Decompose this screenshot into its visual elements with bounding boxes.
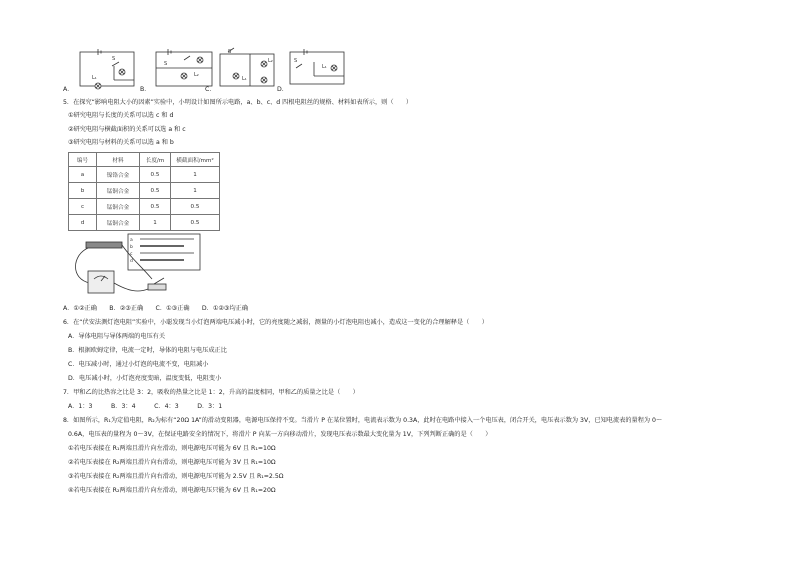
table-row bbox=[69, 199, 220, 215]
q4-circuit-c bbox=[214, 46, 282, 92]
wire-label-b: b bbox=[130, 245, 133, 250]
table-cell: 1 bbox=[171, 167, 220, 183]
wire-label-c: c bbox=[130, 252, 133, 257]
table-cell: c bbox=[69, 199, 97, 215]
q6-option-d: D．电压减小时，小灯泡亮度变暗，温度变低，电阻变小 bbox=[68, 375, 222, 382]
q6-stem: 6．在“伏安法测灯泡电阻”实验中，小聪发现当小灯泡两端电压减小时，它的亮度随之减弱，测量的小灯泡电阻也减小，造成这一变化的合理解释是（ ） bbox=[63, 319, 488, 326]
table-cell: 0.5 bbox=[171, 199, 220, 215]
table-header-cell: 编号 bbox=[69, 153, 97, 167]
q8-option-3: ③若电压表接在 R₂两端且滑片向右滑动，则电源电压可能为 2.5V 且 R₁=2.5Ω bbox=[68, 473, 284, 480]
table-cell: 0.5 bbox=[140, 199, 171, 215]
q8-stem-line-2: 0.6A，电压表的量程为 0～3V，在保证电路安全的情况下，将滑片 P 向某一方向移动滑片，发现电压表示数最大变化量为 1V，下列判断正确的是（ ） bbox=[68, 431, 492, 438]
q7-choices: A．1：3 B．3：4 C．4：3 D．3：1 bbox=[68, 403, 223, 410]
table-header-cell: 材料 bbox=[97, 153, 140, 167]
table-cell: 镍铬合金 bbox=[97, 167, 140, 183]
svg-text:S: S bbox=[164, 61, 168, 67]
q6-option-a: A．导体电阻与导体两端的电压有关 bbox=[68, 333, 166, 340]
q8-stem-line-1: 8．如图所示，R₁为定值电阻，R₂为标有“20Ω 1A”的滑动变阻器，电源电压保持不变。当滑片 P 在某位置时，电流表示数为 0.3A，此时在电路中接入一个电压表，闭合开关，电压表示数为 3V，已知电流表的量程为 0～ bbox=[63, 417, 663, 424]
table-cell: 1 bbox=[140, 215, 171, 231]
table-cell: 1 bbox=[171, 183, 220, 199]
table-cell: a bbox=[69, 167, 97, 183]
svg-text:L₂: L₂ bbox=[268, 58, 273, 64]
q8-option-1: ①若电压表接在 R₁两端且滑片向左滑动，则电源电压可能为 6V 且 R₁=10Ω bbox=[68, 445, 276, 452]
q5-apparatus-figure bbox=[66, 233, 202, 303]
table-cell: 0.5 bbox=[171, 215, 220, 231]
switch-label: S bbox=[112, 56, 116, 62]
q6-option-c: C．电压减小时，通过小灯泡的电流不变，电阻减小 bbox=[68, 361, 209, 368]
table-cell: 锰铜合金 bbox=[97, 183, 140, 199]
q5-choices: A．①②正确 B．②③正确 C．①③正确 D．①②③均正确 bbox=[63, 305, 249, 312]
q8-option-2: ②若电压表接在 R₂两端且滑片向右滑动，则电源电压可能为 3V 且 R₁=10Ω bbox=[68, 459, 276, 466]
svg-text:S: S bbox=[228, 49, 232, 55]
table-row bbox=[69, 215, 220, 231]
q5-item-3: ③研究电阻与材料的关系可以选 a 和 b bbox=[68, 139, 174, 146]
q4-option-a-label: A． bbox=[63, 86, 74, 93]
table-cell: 0.5 bbox=[140, 167, 171, 183]
wire-label-d: d bbox=[130, 259, 133, 264]
svg-text:S: S bbox=[294, 58, 298, 64]
table-row bbox=[69, 183, 220, 199]
q4-option-b-label: B． bbox=[140, 86, 151, 93]
table-cell: 锰铜合金 bbox=[97, 199, 140, 215]
table-cell: d bbox=[69, 215, 97, 231]
q4-option-d-label: D． bbox=[277, 86, 288, 93]
q4-option-c-label: C． bbox=[205, 86, 216, 93]
table-cell: 锰铜合金 bbox=[97, 215, 140, 231]
table-row bbox=[69, 167, 220, 183]
q5-material-table bbox=[68, 152, 220, 231]
q6-option-b: B．根据欧姆定律，电流一定时，导体的电阻与电压成正比 bbox=[68, 347, 227, 354]
table-cell: 0.5 bbox=[140, 183, 171, 199]
table-header-row bbox=[69, 153, 220, 167]
table-cell: b bbox=[69, 183, 97, 199]
q5-stem: 5．在探究“影响电阻大小的因素”实验中，小明设计如图所示电路，a、b、c、d 四根电阻丝的规格、材料如表所示，则（ ） bbox=[63, 99, 413, 106]
wire-label-a: a bbox=[130, 238, 133, 243]
q5-item-1: ①研究电阻与长度的关系可以选 c 和 d bbox=[68, 112, 174, 119]
q7-stem: 7．甲和乙的比热容之比是 3：2，吸收的热量之比是 1：2，升高的温度相同，甲和乙的质量之比是（ ） bbox=[63, 389, 359, 396]
svg-text:L₁: L₁ bbox=[92, 75, 97, 81]
q5-item-2: ②研究电阻与横截面积的关系可以选 a 和 c bbox=[68, 126, 186, 133]
table-header-cell: 横截面积/mm² bbox=[171, 153, 220, 167]
svg-text:L₂: L₂ bbox=[194, 72, 199, 78]
svg-text:L₁: L₁ bbox=[322, 64, 327, 70]
q8-option-4: ④若电压表接在 R₂两端且滑片向左滑动，则电源电压只能为 6V 且 R₁=20Ω bbox=[68, 487, 276, 494]
q4-circuit-a bbox=[72, 46, 140, 92]
table-header-cell: 长度/m bbox=[140, 153, 171, 167]
q4-circuit-d bbox=[284, 46, 352, 92]
svg-text:L₁: L₁ bbox=[242, 76, 247, 82]
